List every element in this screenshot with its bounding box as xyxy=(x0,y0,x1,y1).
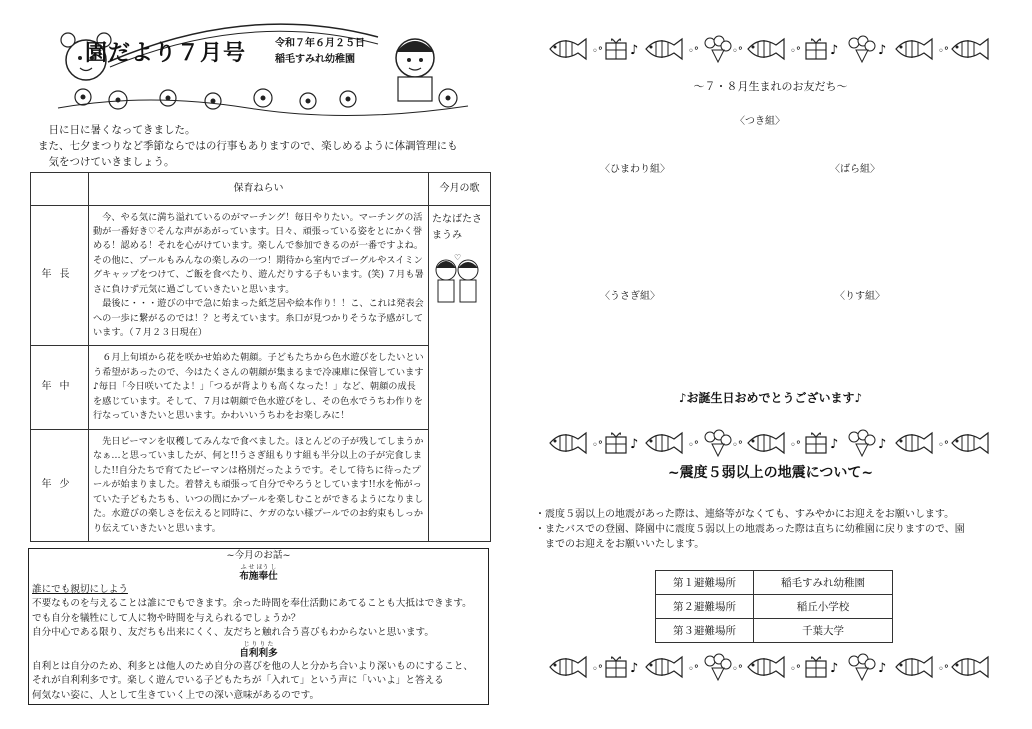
story-line: それが自利利多です。楽しく遊んでいる子どもたちが「入れて」という声に「いいよ」と答える xyxy=(32,675,444,686)
evacuation-label: 第３避難場所 xyxy=(656,619,754,643)
class-label-risu: 〈りす組〉 xyxy=(835,291,885,302)
issue-date: 令和７年６月２５日 xyxy=(275,38,365,49)
school-name: 稲毛すみれ幼稚園 xyxy=(275,54,355,65)
table-header-row xyxy=(31,173,491,206)
table-row xyxy=(31,346,491,430)
aim-cell xyxy=(89,346,429,430)
aim-cell xyxy=(89,430,429,542)
evacuation-label: 第２避難場所 xyxy=(656,595,754,619)
grade-cell: 年長 xyxy=(31,206,89,346)
note-line: ・またバスでの登園、降園中に震度５弱以上の地震あった際は直ちに幼稚園に戻りますので、園 xyxy=(535,524,965,535)
newsletter-title: 園だより７月号 xyxy=(85,40,247,66)
story-line: 不要なものを与えることは誰にでもできます。余った時間を奉仕活動にあてることも大抵はできます。 xyxy=(32,598,472,609)
ruby-text: じ り り た xyxy=(243,640,274,648)
evacuation-place: 千葉大学 xyxy=(754,619,893,643)
earthquake-section-title: ~震度５弱以上の地震について~ xyxy=(667,465,874,481)
table-row xyxy=(656,595,893,619)
story-subtitle: 誰にでも親切にしよう xyxy=(32,583,128,595)
grade-cell: 年中 xyxy=(31,346,89,430)
evacuation-place: 稲丘小学校 xyxy=(754,595,893,619)
class-label-tsuki: 〈つき組〉 xyxy=(735,116,785,127)
fish-border-decoration xyxy=(548,34,993,64)
story-line: 何気ない姿に、人として生きていく上での深い意味があるのです。 xyxy=(32,689,320,701)
goals-table xyxy=(30,172,491,542)
svg-text:♡: ♡ xyxy=(454,253,462,262)
evacuation-place: 稲毛すみれ幼稚園 xyxy=(754,571,893,595)
fish-border-decoration xyxy=(548,652,993,682)
table-header-cell: 今月の歌 xyxy=(429,173,491,206)
intro-text xyxy=(38,122,493,170)
story-line: でも自分を犠牲にして人に物や時間を与えられるでしょうか？ xyxy=(32,612,301,624)
story-line: 自利とは自分のため、利多とは他人のため自分の喜びを他の人と分かち合いより深いものにすること、 xyxy=(32,660,473,672)
table-row xyxy=(31,430,491,542)
story-title: ~今月のお話~ xyxy=(226,550,291,561)
grade-cell: 年少 xyxy=(31,430,89,542)
story-line: 自分中心である限り、友だちも出来にくく、友だちと触れ合う喜びもわからないと思います。 xyxy=(32,627,434,638)
note-line: までのお迎えをお願いいたします。 xyxy=(535,539,705,550)
table-header-cell xyxy=(31,173,89,206)
aim-cell xyxy=(89,206,429,346)
story-heading: 布施奉仕 xyxy=(239,570,278,582)
song-cell xyxy=(429,206,491,542)
class-label-himawari: 〈ひまわり組〉 xyxy=(600,164,670,175)
table-row xyxy=(656,619,893,643)
monthly-story-box xyxy=(28,548,489,705)
evacuation-label: 第１避難場所 xyxy=(656,571,754,595)
story-heading: 自利利多 xyxy=(239,647,278,659)
tanabata-couple-illustration xyxy=(432,252,482,307)
table-row xyxy=(31,206,491,346)
birthday-section-title: ～７・８月生まれのお友だち～ xyxy=(693,80,848,93)
aim-paragraph: 最後に・・・遊びの中で急に始まった紙芝居や絵本作り！！こ、これは発表会への一歩に繋がるのでは！？と考えています。糸口が見つかりそうな予感がしています。（７月２３日現在） xyxy=(93,298,424,338)
intro-line: 日に日に暑くなってきました。 xyxy=(48,124,196,136)
table-row xyxy=(656,571,893,595)
table-header-cell: 保育ねらい xyxy=(89,173,429,206)
intro-line: 気をつけていきましょう。 xyxy=(48,156,175,168)
note-line: ・震度５弱以上の地震があった際は、連絡等がなくても、すみやかにお迎えをお願いします。 xyxy=(535,509,955,520)
class-label-usagi: 〈うさぎ組〉 xyxy=(600,291,660,302)
birthday-congrats: ♪お誕生日おめでとうございます♪ xyxy=(678,391,863,405)
aim-paragraph: ６月上旬頃から花を咲かせ始めた朝顔。子どもたちから色水遊びをしたいという希望があったので、今はたくさんの朝顔が集まるまで冷凍庫に保管しています♪毎日「今日咲いてたよ！」「つるが背よりも高くなった！」など、朝顔の成長を感じています。そして、７月は朝顔で色水遊びをし、その色水でうちわ作りを行なっていきたいと思います。かわいいうちわをお楽しみに！ xyxy=(93,352,424,422)
aim-paragraph: 先日ピーマンを収穫してみんなで食べました。ほとんどの子が残してしまうかなぁ…と思っていましたが、何と!!うさぎ組もりす組も半分以上の子が完食しました!!自分たちで育てたピーマンは格別だったようです。そして待ちに待ったプールが始まりました。着替えも頑張って自分でやろうとしています!!水を怖がっていた子どもたちも、いつの間にかプールを楽しむことができるようになりました。水遊びの楽しさを伝えると同時に、ケガのない様プールでのお約束もしっかり伝えていきたいと思います。 xyxy=(93,436,424,534)
earthquake-notes xyxy=(535,507,1010,552)
song-title: たなばたさまうみ xyxy=(432,214,482,241)
intro-line: また、七夕まつりなど季節ならではの行事もありますので、楽しめるように体調管理にも xyxy=(38,140,458,152)
fish-border-decoration xyxy=(548,428,993,458)
evacuation-table xyxy=(655,570,893,643)
ruby-text: ふ せ ほう し xyxy=(240,563,277,571)
class-label-bara: 〈ばら組〉 xyxy=(830,164,880,175)
aim-paragraph: 今、やる気に満ち溢れているのがマーチング！毎日やりたい。マーチングの活動が一番好き♡そんな声があがっています。日々、頑張っている姿をとにかく誉める！認める！それを心がけています。楽しんで参加できるのが一番ですよね。その他に、プールもみんなの楽しみの一つ！期待から室内でゴーグルやスイミングキャップをつけて、ご飯を食べたり、遊んだりする子もいます。(笑) ７月も暑さに負けず元気に過ごしていきたいと思います。 xyxy=(93,211,424,295)
